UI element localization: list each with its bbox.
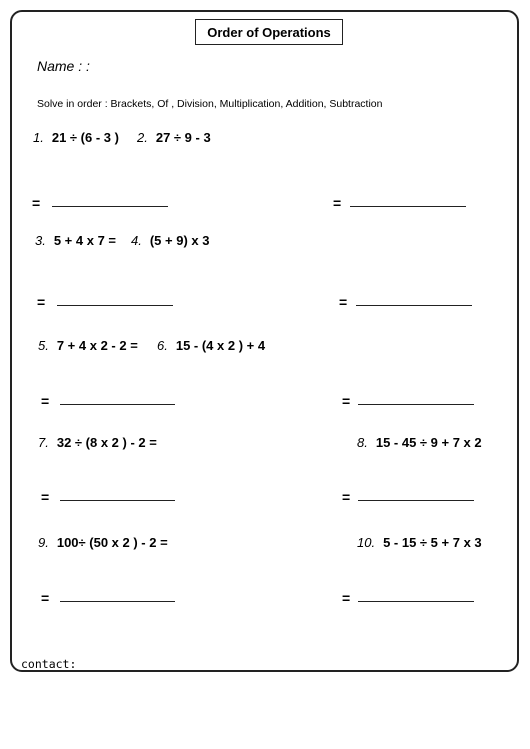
answer-line[interactable] bbox=[358, 601, 474, 602]
problem-expression: 15 - 45 ÷ 9 + 7 x 2 bbox=[375, 435, 482, 450]
problem-expression: 5 + 4 x 7 = bbox=[53, 233, 117, 248]
problem-3 bbox=[35, 233, 116, 248]
problem-7 bbox=[38, 435, 157, 450]
equals-sign: = bbox=[32, 195, 41, 211]
answer-3[interactable] bbox=[37, 294, 45, 310]
answer-line[interactable] bbox=[60, 404, 175, 405]
problem-number: 2. bbox=[137, 130, 148, 145]
problem-number: 4. bbox=[131, 233, 142, 248]
equals-sign: = bbox=[41, 489, 50, 505]
problem-number: 9. bbox=[38, 535, 49, 550]
problem-expression: 27 ÷ 9 - 3 bbox=[155, 130, 211, 145]
problem-expression: 21 ÷ (6 - 3 ) bbox=[51, 130, 119, 145]
answer-2[interactable] bbox=[333, 195, 341, 211]
worksheet-title: Order of Operations bbox=[195, 19, 343, 45]
answer-8[interactable] bbox=[342, 489, 350, 505]
contact-label: contact: bbox=[21, 657, 77, 671]
problem-expression: 32 ÷ (8 x 2 ) - 2 = bbox=[56, 435, 157, 450]
problem-number: 5. bbox=[38, 338, 49, 353]
problem-expression: 100÷ (50 x 2 ) - 2 = bbox=[56, 535, 168, 550]
problem-number: 3. bbox=[35, 233, 46, 248]
answer-10[interactable] bbox=[342, 590, 350, 606]
answer-4[interactable] bbox=[339, 294, 347, 310]
problem-expression: 15 - (4 x 2 ) + 4 bbox=[175, 338, 266, 353]
answer-7[interactable] bbox=[41, 489, 49, 505]
answer-1[interactable] bbox=[32, 195, 40, 211]
problem-number: 1. bbox=[33, 130, 44, 145]
problem-2 bbox=[137, 130, 211, 145]
equals-sign: = bbox=[339, 294, 348, 310]
problem-10 bbox=[357, 535, 482, 550]
problem-number: 10. bbox=[357, 535, 376, 550]
problem-number: 8. bbox=[357, 435, 368, 450]
problem-6 bbox=[157, 338, 265, 353]
problem-number: 6. bbox=[157, 338, 168, 353]
answer-line[interactable] bbox=[60, 500, 175, 501]
problem-8 bbox=[357, 435, 482, 450]
problem-expression: (5 + 9) x 3 bbox=[149, 233, 210, 248]
answer-5[interactable] bbox=[41, 393, 49, 409]
problem-5 bbox=[38, 338, 138, 353]
answer-line[interactable] bbox=[57, 305, 173, 306]
answer-line[interactable] bbox=[350, 206, 466, 207]
equals-sign: = bbox=[342, 489, 351, 505]
equals-sign: = bbox=[41, 590, 50, 606]
problem-4 bbox=[131, 233, 209, 248]
equals-sign: = bbox=[342, 393, 351, 409]
answer-line[interactable] bbox=[52, 206, 168, 207]
problem-number: 7. bbox=[38, 435, 49, 450]
equals-sign: = bbox=[37, 294, 46, 310]
equals-sign: = bbox=[333, 195, 342, 211]
answer-line[interactable] bbox=[358, 404, 474, 405]
problem-1 bbox=[33, 130, 119, 145]
answer-line[interactable] bbox=[358, 500, 474, 501]
equals-sign: = bbox=[41, 393, 50, 409]
problem-expression: 7 + 4 x 2 - 2 = bbox=[56, 338, 138, 353]
answer-6[interactable] bbox=[342, 393, 350, 409]
name-label: Name : : bbox=[37, 58, 90, 74]
answer-line[interactable] bbox=[60, 601, 175, 602]
answer-line[interactable] bbox=[356, 305, 472, 306]
instructions: Solve in order : Brackets, Of , Division, Multiplication, Addition, Subtraction bbox=[37, 98, 383, 110]
problem-9 bbox=[38, 535, 168, 550]
answer-9[interactable] bbox=[41, 590, 49, 606]
problem-expression: 5 - 15 ÷ 5 + 7 x 3 bbox=[383, 535, 482, 550]
equals-sign: = bbox=[342, 590, 351, 606]
